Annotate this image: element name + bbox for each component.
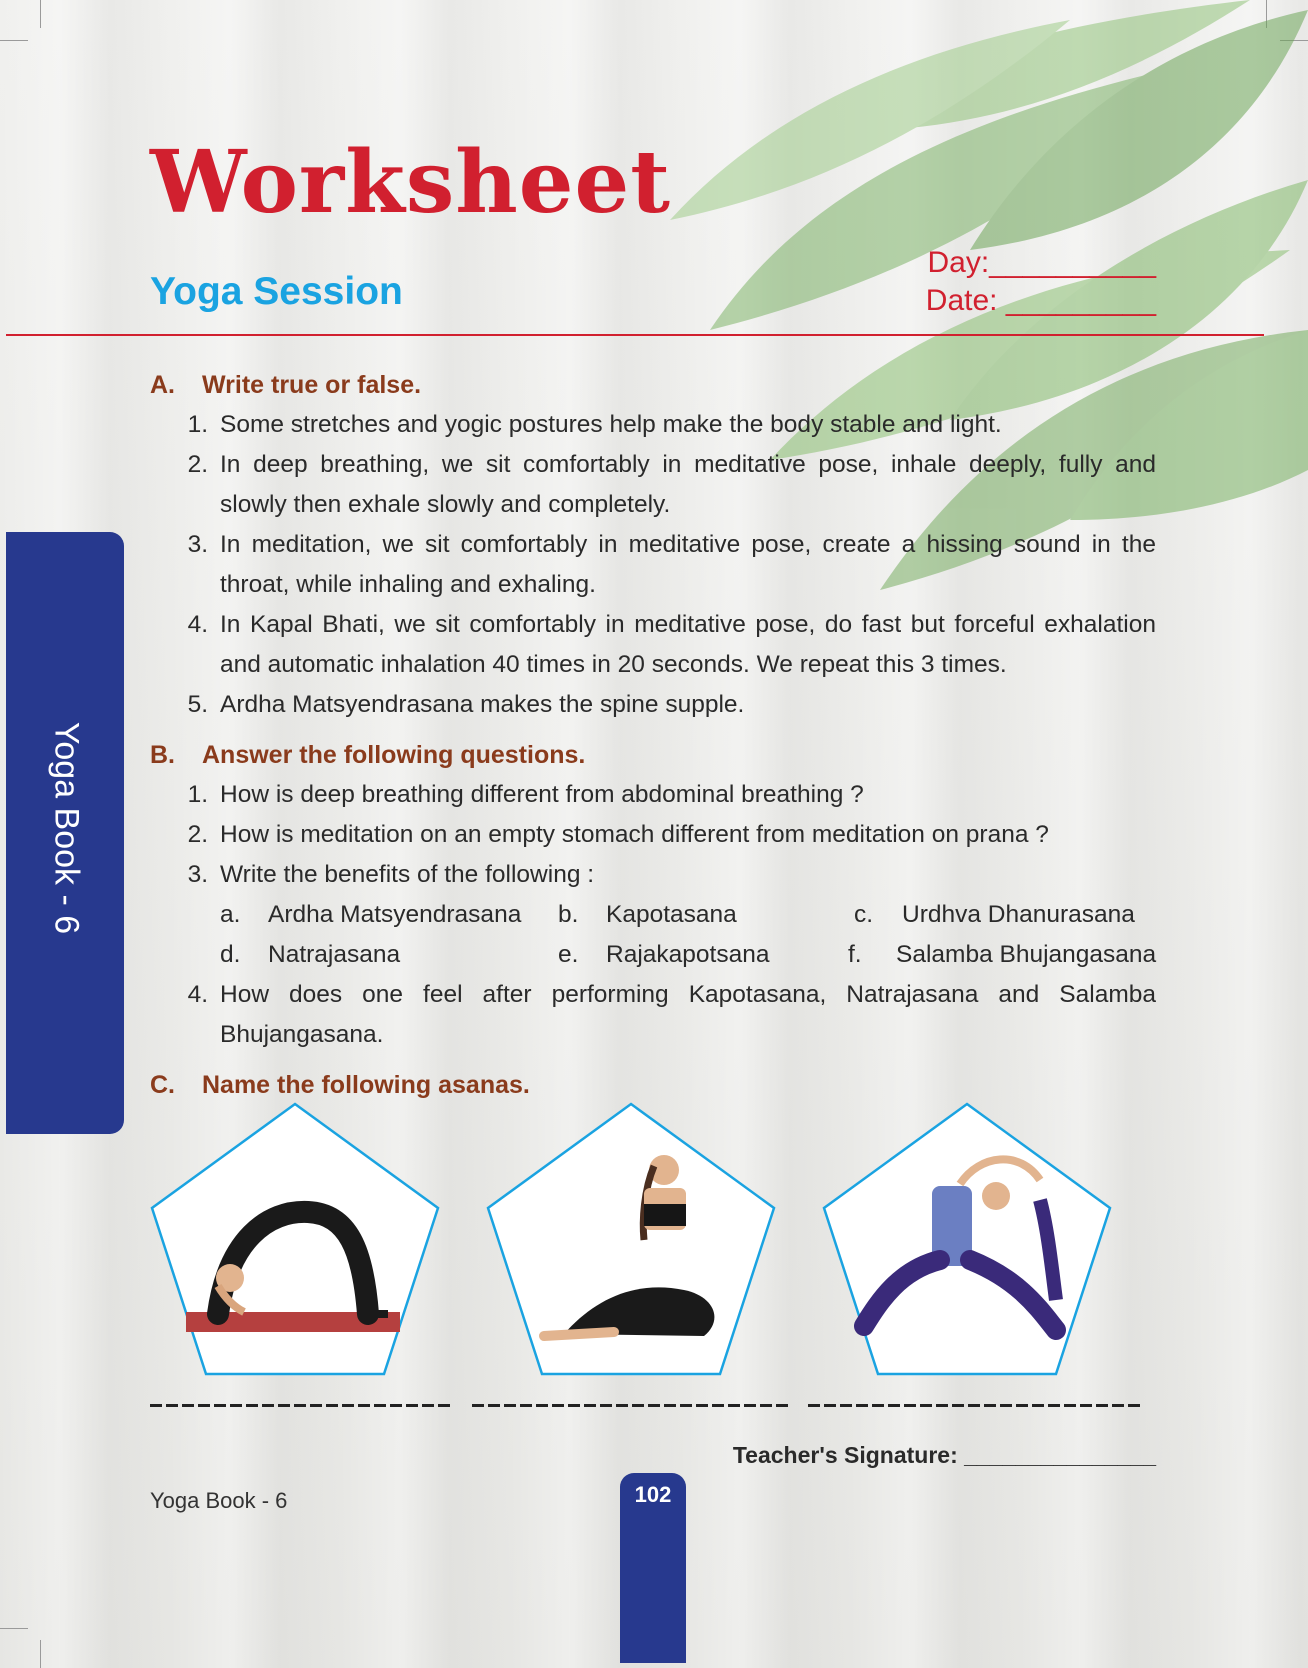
list-item xyxy=(150,525,1156,605)
section-title: Name the following asanas. xyxy=(202,1071,530,1099)
list-item xyxy=(150,855,1156,895)
answer-line-2[interactable] xyxy=(472,1404,788,1407)
worksheet-content xyxy=(150,365,1156,1105)
header-divider xyxy=(6,334,1264,336)
item-number: 2. xyxy=(187,451,208,478)
sub-item-letter: c. xyxy=(854,901,874,928)
sub-item xyxy=(848,935,1156,975)
sub-item xyxy=(220,935,400,975)
sub-item xyxy=(558,895,737,935)
page-number: 102 xyxy=(634,1482,672,1507)
day-date-block xyxy=(926,244,1156,320)
asana-photo-1 xyxy=(148,1100,442,1380)
list-item xyxy=(150,815,1156,855)
crop-mark xyxy=(40,0,41,28)
worksheet-subtitle: Yoga Session xyxy=(150,270,403,313)
date-field[interactable]: Date: _________ xyxy=(925,284,1156,317)
section-title: Write true or false. xyxy=(202,371,422,399)
side-tab-label: Yoga Book - 6 xyxy=(47,721,86,935)
section-letter: B. xyxy=(150,741,175,769)
sub-item-text: Natrajasana xyxy=(268,941,401,968)
asana-photo-3 xyxy=(820,1100,1114,1380)
item-number: 1. xyxy=(187,411,208,438)
sub-item-text: Rajakapotsana xyxy=(606,941,770,968)
page-title: Worksheet xyxy=(150,132,671,233)
answer-line-1[interactable] xyxy=(150,1404,454,1407)
footer-book-title: Yoga Book - 6 xyxy=(150,1488,288,1513)
item-text: How is deep breathing different from abdominal breathing ? xyxy=(220,781,864,808)
item-number: 3. xyxy=(187,861,208,888)
item-text: Write the benefits of the following : xyxy=(220,861,595,888)
answer-line-3[interactable] xyxy=(808,1404,1140,1407)
item-text: In deep breathing, we sit comfortably in meditative pose, inhale deeply, fully and slowly then exhale slowly and completely. xyxy=(220,451,1156,518)
list-item xyxy=(150,445,1156,525)
sub-item-letter: b. xyxy=(558,901,579,928)
item-number: 5. xyxy=(187,691,208,718)
sub-item-text: Kapotasana xyxy=(606,901,737,928)
item-text: In Kapal Bhati, we sit comfortably in meditative pose, do fast but forceful exhalation and automatic inhalation 40 times in 20 seconds. We repeat this 3 times. xyxy=(220,611,1156,678)
section-b-heading xyxy=(150,735,1156,775)
item-text: Ardha Matsyendrasana makes the spine supple. xyxy=(220,691,745,718)
item-text: How does one feel after performing Kapotasana, Natrajasana and Salamba Bhujangasana. xyxy=(220,981,1156,1048)
item-number: 4. xyxy=(187,611,208,638)
list-item xyxy=(150,605,1156,685)
sub-items-row xyxy=(150,935,1156,975)
section-letter: A. xyxy=(150,371,175,399)
sub-item-text: Ardha Matsyendrasana xyxy=(268,901,522,928)
sub-items-row xyxy=(150,895,1156,935)
item-number: 1. xyxy=(187,781,208,808)
crop-mark xyxy=(40,1640,41,1668)
sub-item xyxy=(854,895,1135,935)
section-c-heading xyxy=(150,1065,1156,1105)
item-number: 2. xyxy=(187,821,208,848)
item-number: 4. xyxy=(187,981,208,1008)
day-field[interactable]: Day:__________ xyxy=(927,246,1156,279)
sub-item xyxy=(220,895,521,935)
sub-item-letter: d. xyxy=(220,941,241,968)
item-text: How is meditation on an empty stomach different from meditation on prana ? xyxy=(220,821,1049,848)
list-item xyxy=(150,685,1156,725)
sub-item-text: Urdhva Dhanurasana xyxy=(902,901,1135,928)
list-item xyxy=(150,975,1156,1055)
asana-photo-2 xyxy=(484,1100,778,1380)
teacher-signature-field[interactable]: Teacher's Signature: _______________ xyxy=(732,1442,1156,1468)
list-item xyxy=(150,775,1156,815)
crop-mark xyxy=(0,1628,28,1629)
section-letter: C. xyxy=(150,1071,175,1099)
item-text: Some stretches and yogic postures help make the body stable and light. xyxy=(220,411,1002,438)
item-text: In meditation, we sit comfortably in meditative pose, create a hissing sound in the throat, while inhaling and exhaling. xyxy=(220,531,1156,598)
list-item xyxy=(150,405,1156,445)
sub-item-text: Salamba Bhujangasana xyxy=(896,941,1157,968)
crop-mark xyxy=(0,40,28,41)
sub-item-letter: e. xyxy=(558,941,579,968)
sub-item xyxy=(558,935,769,975)
section-title: Answer the following questions. xyxy=(202,741,586,769)
sub-item-letter: a. xyxy=(220,901,241,928)
sub-item-letter: f. xyxy=(848,941,862,968)
item-number: 3. xyxy=(187,531,208,558)
section-a-heading xyxy=(150,365,1156,405)
